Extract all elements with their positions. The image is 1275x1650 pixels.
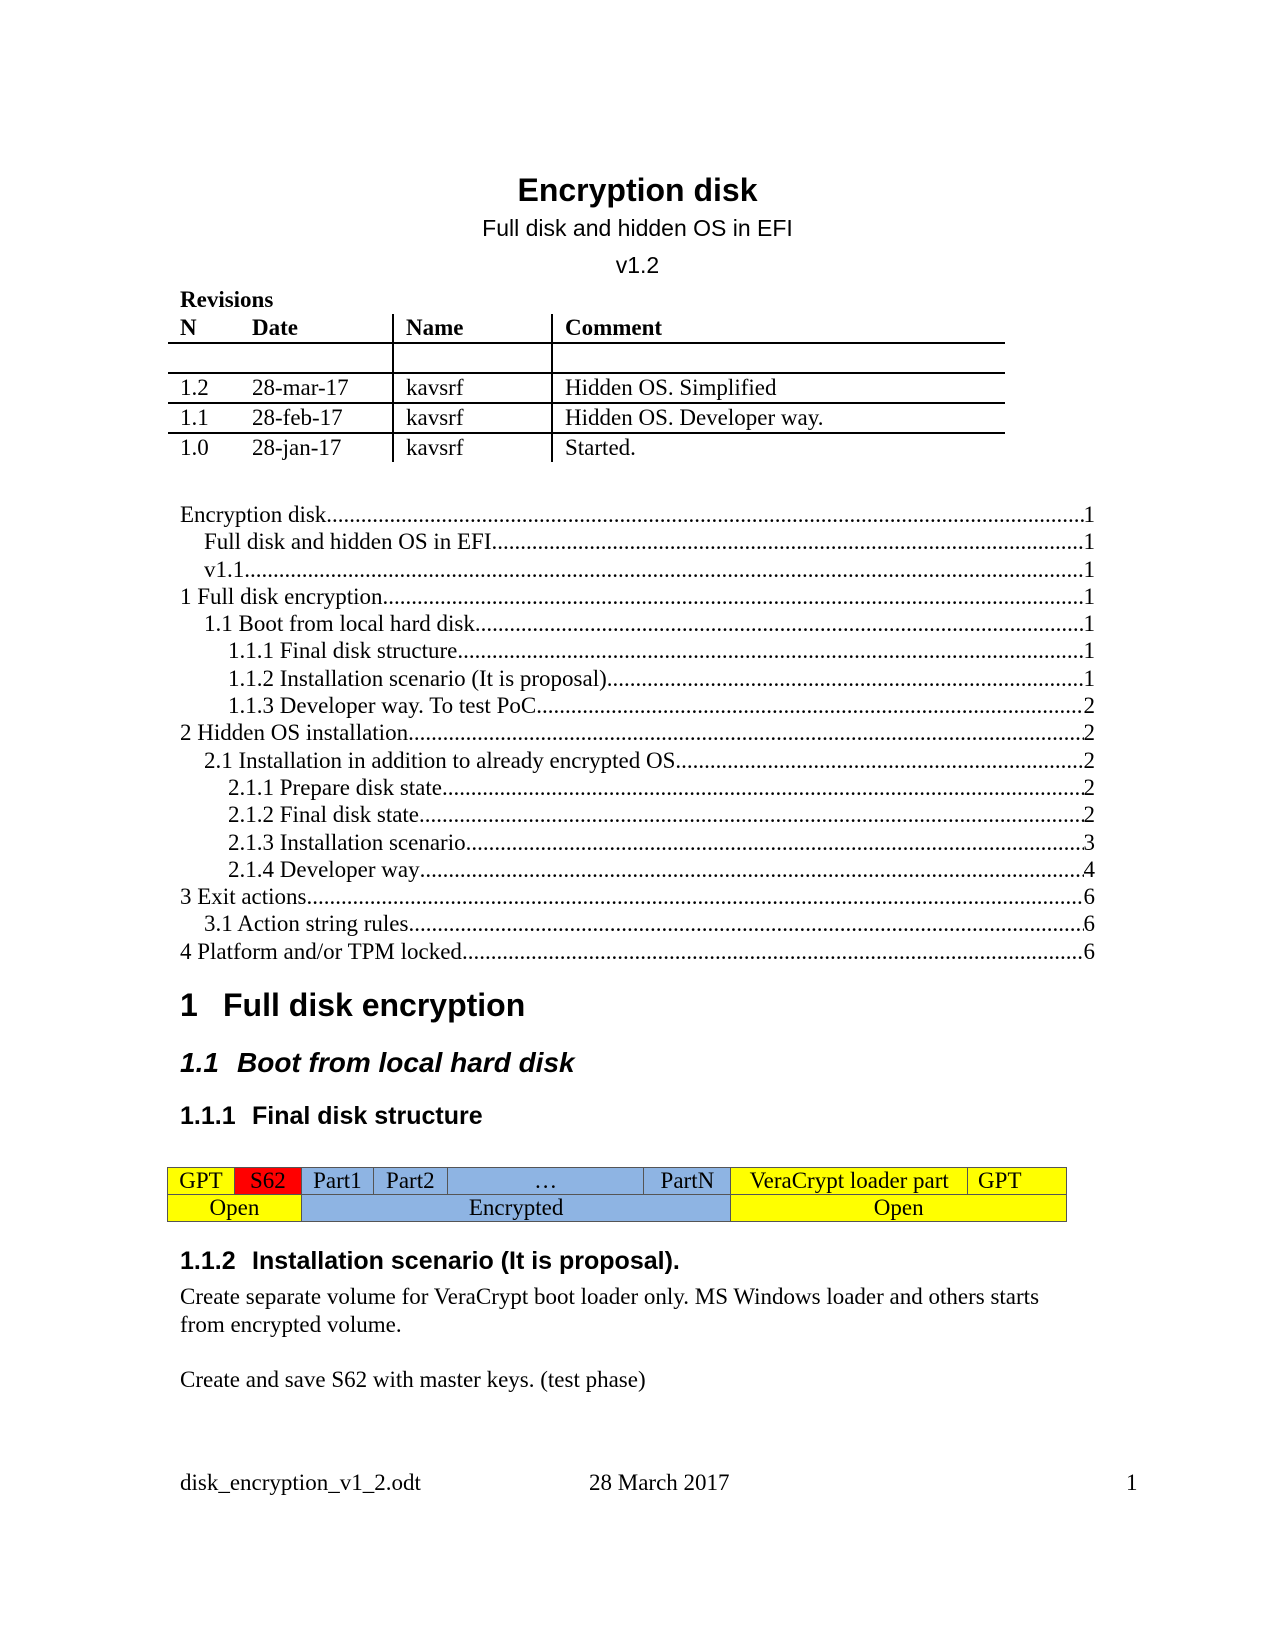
toc-entry-page: 1 xyxy=(1083,556,1095,582)
encrypted-region: Encrypted xyxy=(301,1195,730,1222)
toc-entry-label: 1 Full disk encryption xyxy=(180,583,383,609)
toc-entry-label: 1.1.2 Installation scenario (It is proposal) xyxy=(228,665,607,691)
toc-entry-label: 2.1 Installation in addition to already encrypted OS xyxy=(204,747,676,773)
ellipsis-partition: … xyxy=(447,1168,644,1195)
toc-entry-page: 1 xyxy=(1083,611,1095,637)
toc-entry-page: 4 xyxy=(1083,856,1095,882)
toc-entry-label: 2.1.1 Prepare disk state xyxy=(228,774,442,800)
col-header-comment: Comment xyxy=(552,314,1005,343)
toc-entry[interactable] xyxy=(180,938,1095,965)
revision-name: kavsrf xyxy=(393,403,552,433)
revision-comment: Hidden OS. Simplified xyxy=(552,373,1005,403)
revisions-empty-row xyxy=(168,343,1005,373)
toc-entry-page: 6 xyxy=(1083,911,1095,937)
toc-entry-page: 2 xyxy=(1083,693,1095,719)
toc-entry[interactable] xyxy=(180,747,1095,774)
revision-name: kavsrf xyxy=(393,433,552,462)
revision-n: 1.1 xyxy=(168,403,240,433)
toc-entry[interactable] xyxy=(180,501,1095,528)
toc-entry-page: 2 xyxy=(1083,747,1095,773)
partn-partition: PartN xyxy=(644,1168,731,1195)
toc-entry[interactable] xyxy=(180,801,1095,828)
col-header-date: Date xyxy=(240,314,393,343)
toc-entry-page: 1 xyxy=(1083,529,1095,555)
toc-entry[interactable] xyxy=(180,665,1095,692)
toc-entry-label: 1.1.3 Developer way. To test PoC xyxy=(228,693,537,719)
toc-entry[interactable] xyxy=(180,774,1095,801)
toc-entry-label: 2.1.2 Final disk state xyxy=(228,802,420,828)
toc-entry-label: 3.1 Action string rules xyxy=(204,911,409,937)
toc-entry[interactable] xyxy=(180,583,1095,610)
toc-entry-page: 1 xyxy=(1083,638,1095,664)
heading-number: 1 xyxy=(180,987,198,1023)
revision-n: 1.2 xyxy=(168,373,240,403)
toc-entry-label: 2.1.3 Installation scenario xyxy=(228,829,466,855)
toc-entry-page: 6 xyxy=(1083,938,1095,964)
toc-entry[interactable] xyxy=(180,528,1095,555)
toc-entry[interactable] xyxy=(180,829,1095,856)
toc-entry-label: 1.1.1 Final disk structure xyxy=(228,638,458,664)
heading-text: Final disk structure xyxy=(252,1102,483,1130)
toc-entry-label: Encryption disk xyxy=(180,502,327,527)
gpt-partition: GPT xyxy=(168,1168,235,1195)
heading-1-1-1 xyxy=(180,1102,483,1131)
disk-state-row xyxy=(168,1195,1067,1222)
part2-partition: Part2 xyxy=(373,1168,447,1195)
revision-date: 28-feb-17 xyxy=(240,403,393,433)
heading-text: Full disk encryption xyxy=(223,987,526,1023)
toc-entry-page: 1 xyxy=(1083,665,1095,691)
toc-entry[interactable] xyxy=(180,719,1095,746)
revision-name: kavsrf xyxy=(393,373,552,403)
footer-filename: disk_encryption_v1_2.odt xyxy=(180,1470,421,1495)
gpt-backup-partition: GPT xyxy=(968,1168,1067,1195)
toc-entry-page: 3 xyxy=(1083,829,1095,855)
toc-entry-label: 2.1.4 Developer way xyxy=(228,856,420,882)
toc-entry-label: 2 Hidden OS installation xyxy=(180,720,409,746)
toc-entry-page: 2 xyxy=(1083,802,1095,828)
revision-date: 28-mar-17 xyxy=(240,373,393,403)
toc-entry-page: 2 xyxy=(1083,720,1095,746)
toc-entry[interactable] xyxy=(180,883,1095,910)
revisions-table xyxy=(168,314,1005,462)
heading-number: 1.1.1 xyxy=(180,1102,236,1130)
toc-entry-label: v1.1 xyxy=(204,556,245,582)
toc-entry-page: 6 xyxy=(1083,884,1095,910)
table-row xyxy=(168,433,1005,462)
toc-entry-page: 1 xyxy=(1083,583,1095,609)
heading-text: Installation scenario (It is proposal). xyxy=(252,1247,680,1275)
col-header-n: N xyxy=(168,314,240,343)
veracrypt-loader-partition: VeraCrypt loader part xyxy=(731,1168,968,1195)
footer-page-number: 1 xyxy=(1126,1470,1138,1495)
revisions-header-row xyxy=(168,314,1005,343)
s62-partition: S62 xyxy=(234,1168,301,1195)
open-region: Open xyxy=(731,1195,1067,1222)
revision-comment: Hidden OS. Developer way. xyxy=(552,403,1005,433)
part1-partition: Part1 xyxy=(301,1168,373,1195)
toc-entry[interactable] xyxy=(180,910,1095,937)
document-version: v1.2 xyxy=(615,252,660,278)
toc-entry[interactable] xyxy=(180,610,1095,637)
toc-entry[interactable] xyxy=(180,856,1095,883)
revision-date: 28-jan-17 xyxy=(252,435,342,460)
heading-1-1 xyxy=(180,1047,575,1079)
heading-1-1-2 xyxy=(180,1247,680,1276)
toc-entry-label: Full disk and hidden OS in EFI xyxy=(204,529,492,555)
heading-text: Boot from local hard disk xyxy=(237,1047,575,1078)
toc-entry-label: 1.1 Boot from local hard disk xyxy=(204,611,475,637)
heading-1 xyxy=(180,987,525,1024)
revisions-heading: Revisions xyxy=(180,287,274,312)
disk-structure-table xyxy=(167,1167,1067,1222)
document-subtitle: Full disk and hidden OS in EFI xyxy=(482,215,793,241)
toc-entry[interactable] xyxy=(180,556,1095,583)
footer-date: 28 March 2017 xyxy=(589,1470,730,1495)
body-paragraph: Create and save S62 with master keys. (test phase) xyxy=(180,1367,646,1392)
table-row xyxy=(168,373,1005,403)
toc-entry-label: 3 Exit actions xyxy=(180,884,307,910)
heading-number: 1.1.2 xyxy=(180,1247,236,1275)
disk-partitions-row xyxy=(168,1168,1067,1195)
revision-comment: Started. xyxy=(552,433,1005,462)
table-of-contents xyxy=(180,501,1095,965)
document-title: Encryption disk xyxy=(517,172,758,208)
toc-entry[interactable] xyxy=(180,637,1095,664)
heading-number: 1.1 xyxy=(180,1047,219,1078)
toc-entry[interactable] xyxy=(180,692,1095,719)
revision-n: 1.0 xyxy=(180,435,209,460)
body-paragraph: Create separate volume for VeraCrypt boot loader only. MS Windows loader and others starts from encrypted volume. xyxy=(180,1284,1040,1337)
toc-entry-page: 1 xyxy=(1083,502,1095,527)
toc-entry-page: 2 xyxy=(1083,774,1095,800)
open-region: Open xyxy=(168,1195,302,1222)
toc-entry-label: 4 Platform and/or TPM locked xyxy=(180,938,462,964)
table-row xyxy=(168,403,1005,433)
col-header-name: Name xyxy=(393,314,552,343)
